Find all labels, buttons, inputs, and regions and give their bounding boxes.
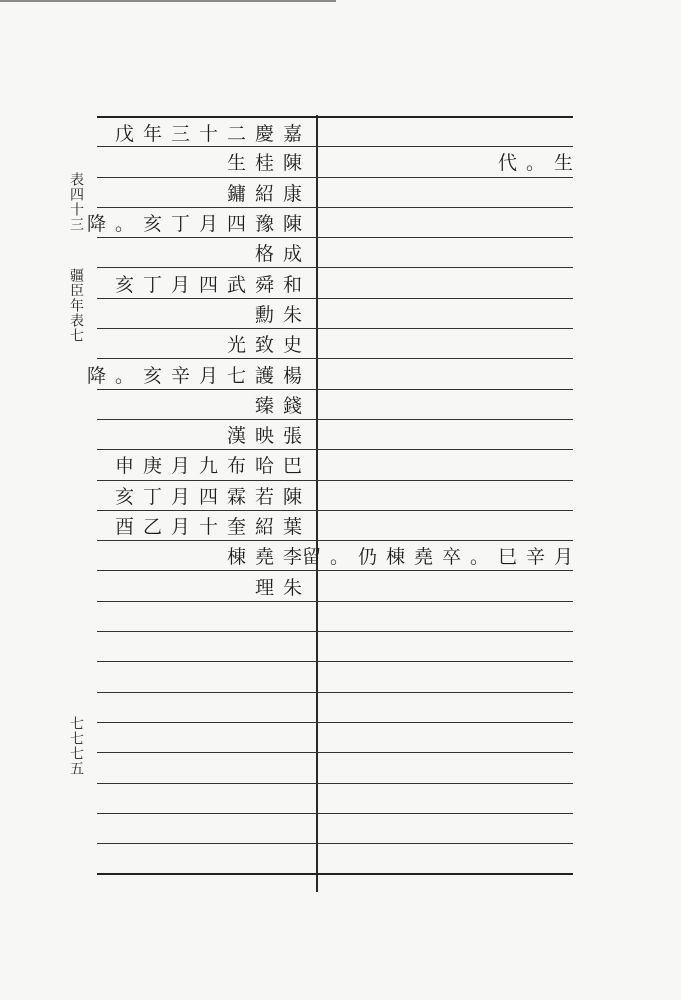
table-row [97, 419, 573, 449]
row-left-entry: 棟堯李 [226, 546, 311, 569]
table-row [97, 692, 573, 722]
table-row [86, 207, 573, 237]
table-row [97, 116, 573, 146]
table-row [97, 601, 573, 631]
table-row [97, 449, 573, 479]
table-row [97, 328, 573, 358]
margin-page-number: 七七七五 [68, 716, 84, 776]
table-row [97, 631, 573, 661]
top-edge-rule [0, 0, 336, 2]
margin-table-title: 疆臣年表七 [68, 268, 84, 343]
table-row [97, 298, 573, 328]
row-left-entry: 格成 [254, 243, 311, 266]
row-right-note: 留。仍棟堯卒。巳辛月 [301, 546, 582, 569]
row-left-entry: 亥丁月四武舜和 [114, 273, 311, 296]
row-left-entry: 臻錢 [254, 394, 311, 417]
table-row [97, 480, 573, 510]
ledger-table [86, 116, 582, 875]
row-left-entry: 申庚月九布哈巴 [114, 455, 311, 478]
table-bottom-rule [97, 873, 573, 875]
table-row [97, 661, 573, 691]
margin-table-number: 表四十三 [68, 172, 84, 232]
row-left-entry: 勳朱 [254, 303, 311, 326]
row-left-entry: 降。亥辛月七護楊 [86, 364, 311, 387]
table-row [97, 389, 573, 419]
table-row [97, 267, 573, 297]
row-left-entry: 鏞紹康 [226, 182, 311, 205]
table-row [97, 813, 573, 843]
table-row [97, 722, 573, 752]
row-left-entry: 漢映張 [226, 425, 311, 448]
table-row [86, 358, 573, 388]
table-row [97, 783, 573, 813]
table-row [97, 540, 582, 570]
row-left-entry: 戊年三十二慶嘉 [114, 122, 311, 145]
table-row [97, 510, 573, 540]
table-row [97, 570, 573, 600]
table-row [97, 237, 573, 267]
row-left-entry: 光致史 [226, 334, 311, 357]
row-left-entry: 酉乙月十奎紹葉 [114, 516, 311, 538]
row-left-entry: 生桂陳 [226, 152, 311, 175]
row-right-note: 代。生 [497, 152, 582, 175]
row-left-entry: 亥丁月四霖若陳 [114, 485, 311, 508]
table-row [97, 146, 582, 176]
table-row [97, 177, 573, 207]
row-left-entry: 理朱 [254, 576, 311, 599]
table-row [97, 843, 573, 873]
table-row [97, 752, 573, 782]
row-left-entry: 降。亥丁月四豫陳 [86, 213, 311, 236]
